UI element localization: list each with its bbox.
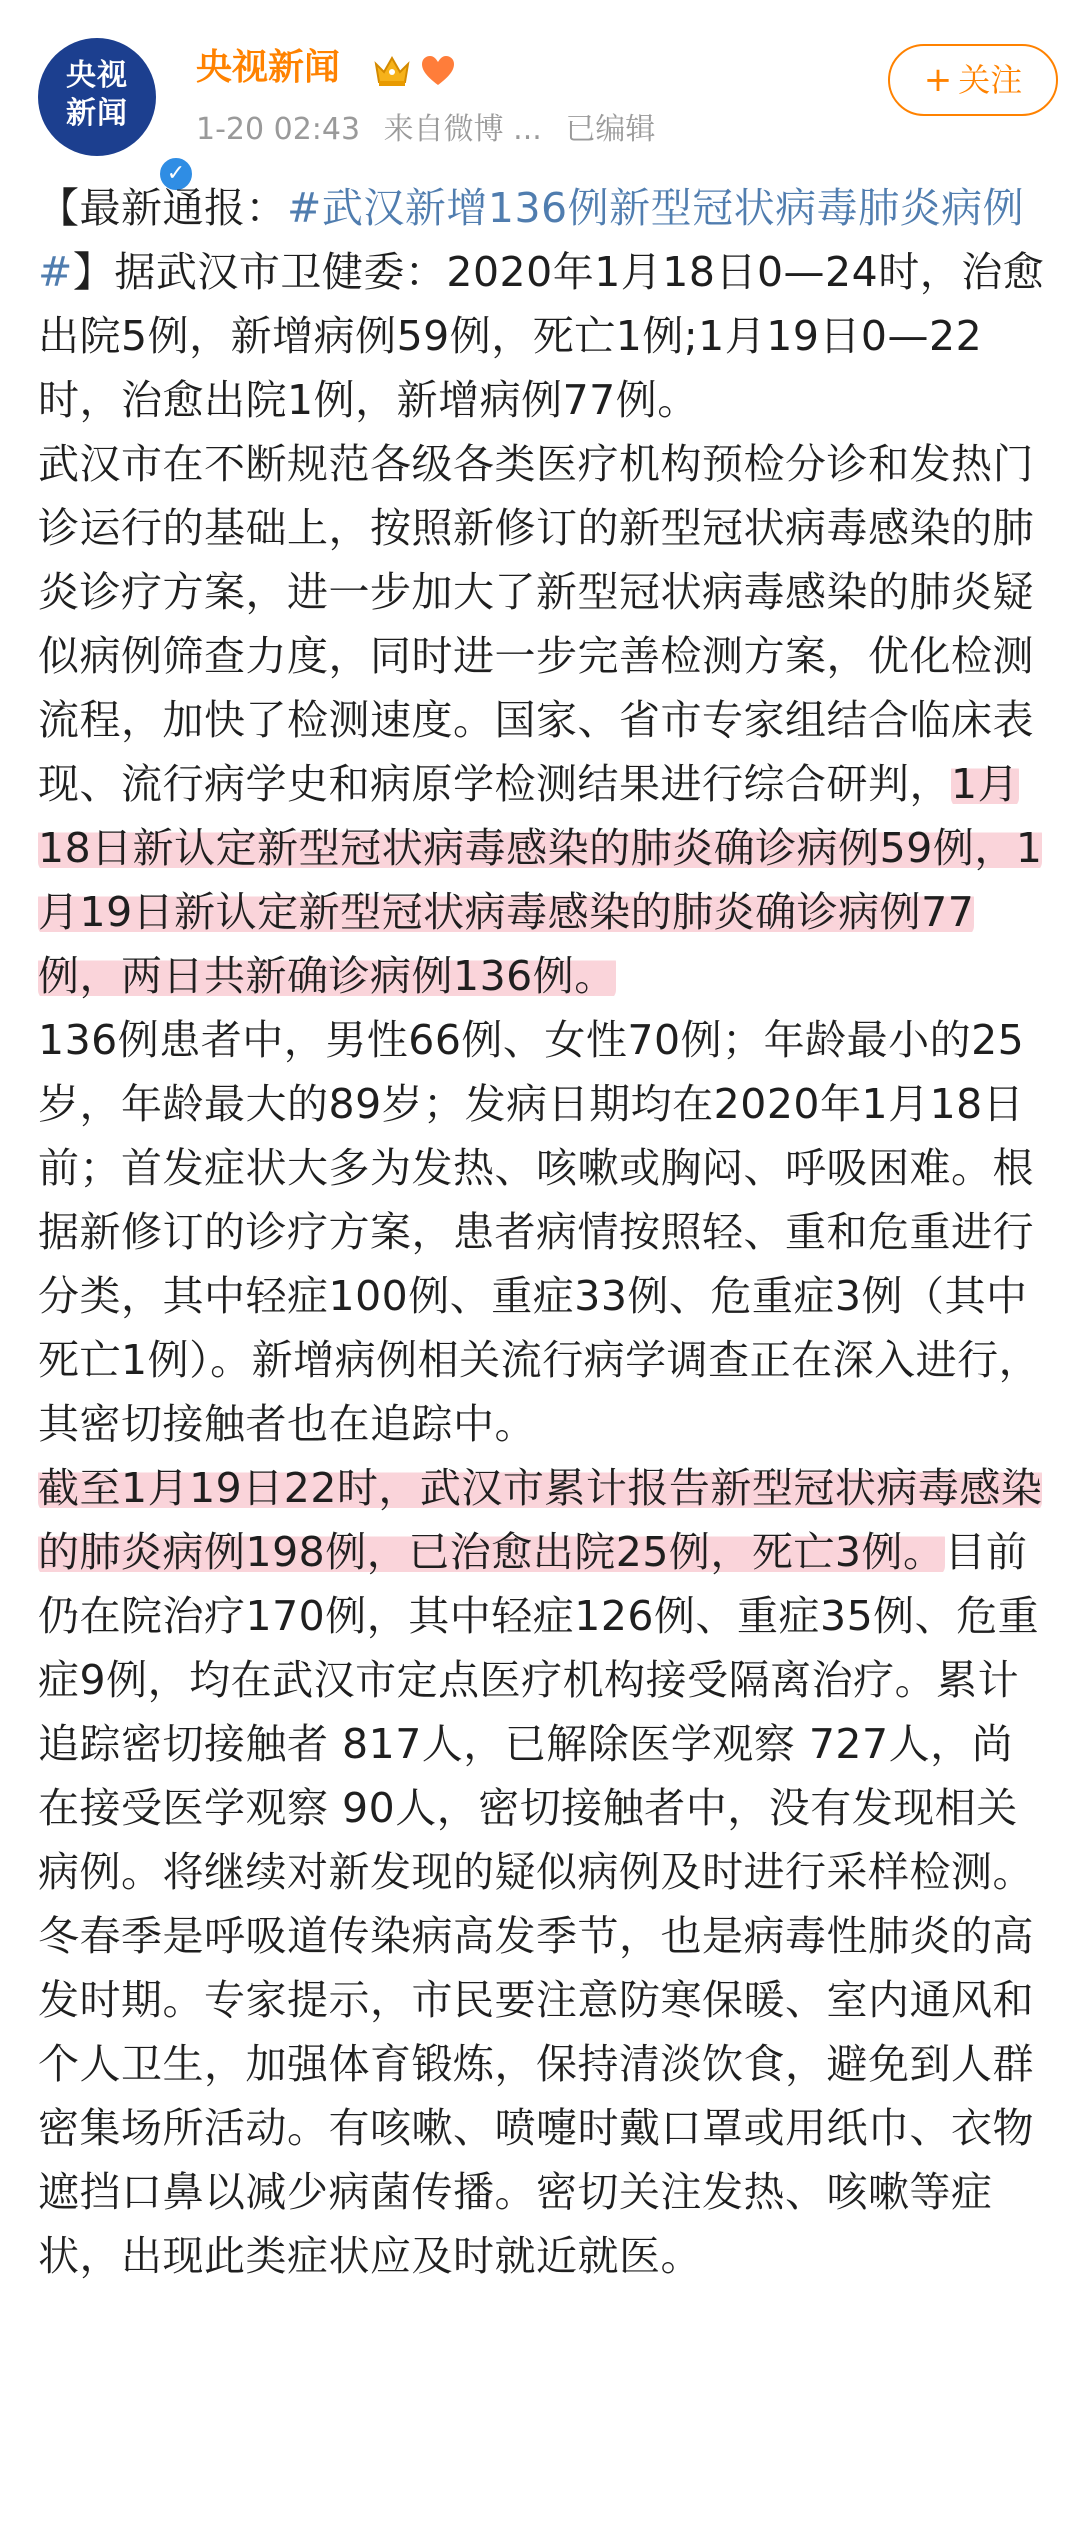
- verified-icon: ✓: [156, 154, 196, 194]
- post-text: 【最新通报：: [38, 184, 287, 232]
- post-text: 目前仍在院治疗170例，其中轻症126例、重症35例、危重症9例，均在武汉市定点医疗机构接受隔离治疗。累计追踪密切接触者 817人，已解除医学观察 727人，尚在接受医学观察 90人，密切接触者中，没有发现相关病例。将继续对新发现的疑似病例及时进行采样检测。: [38, 1528, 1040, 1896]
- follow-button[interactable]: [888, 44, 1058, 116]
- post-paragraph: [38, 176, 1048, 432]
- post-text: 】据武汉市卫健委：2020年1月18日0—24时，治愈出院5例，新增病例59例，死亡1例;1月19日0—22时，治愈出院1例，新增病例77例。: [38, 248, 1045, 424]
- post-body: [38, 176, 1048, 2288]
- post-meta: [196, 110, 669, 150]
- highlighted-text: 1月18日新认定新型冠状病毒感染的肺炎确诊病例59例，1月19日新认定新型冠状病毒感染的肺炎确诊病例77例，两日共新确诊病例136例。: [38, 760, 1043, 1000]
- post-paragraph: [38, 432, 1048, 1008]
- avatar-text-bottom: 新闻: [66, 96, 128, 131]
- post-header: [0, 0, 1077, 186]
- account-name[interactable]: 央视新闻: [196, 47, 341, 88]
- post-paragraph: [38, 1904, 1048, 2288]
- post-source: 来自微博 ...: [383, 112, 542, 147]
- hashtag-link[interactable]: #武汉新增136例新型冠状病毒肺炎病例#: [38, 184, 1025, 296]
- post-paragraph: [38, 1008, 1048, 1456]
- highlighted-text: 截至1月19日22时，武汉市累计报告新型冠状病毒感染的肺炎病例198例，已治愈出院25例，死亡3例。: [38, 1464, 1043, 1576]
- post-text: 武汉市在不断规范各级各类医疗机构预检分诊和发热门诊运行的基础上，按照新修订的新型冠状病毒感染的肺炎诊疗方案，进一步加大了新型冠状病毒感染的肺炎疑似病例筛查力度，同时进一步完善检测方案，优化检测流程，加快了检测速度。国家、省市专家组结合临床表现、流行病学史和病原学检测结果进行综合研判，: [38, 440, 1034, 808]
- edited-label: 已编辑: [565, 112, 656, 147]
- avatar-text-top: 央视: [66, 58, 128, 93]
- post-text: 冬春季是呼吸道传染病高发季节，也是病毒性肺炎的高发时期。专家提示，市民要注意防寒保暖、室内通风和个人卫生，加强体育锻炼，保持清淡饮食，避免到人群密集场所活动。有咳嗽、喷嚏时戴口罩或用纸巾、衣物遮挡口鼻以减少病菌传播。密切关注发热、咳嗽等症状，出现此类症状应及时就近就医。: [38, 1912, 1034, 2280]
- post-time: 1-20 02:43: [196, 112, 361, 147]
- crown-icon: [372, 52, 412, 88]
- avatar[interactable]: [38, 38, 186, 186]
- post-text: 136例患者中，男性66例、女性70例；年龄最小的25岁，年龄最大的89岁；发病日期均在2020年1月18日前；首发症状大多为发热、咳嗽或胸闷、呼吸困难。根据新修订的诊疗方案，患者病情按照轻、重和危重进行分类，其中轻症100例、重症33例、危重症3例（其中死亡1例）。新增病例相关流行病学调查正在深入进行，其密切接触者也在追踪中。: [38, 1016, 1041, 1448]
- follow-button-label: 关注: [958, 61, 1023, 99]
- plus-icon: +: [923, 60, 953, 100]
- post-paragraph: [38, 1456, 1048, 1904]
- heart-icon: [420, 54, 456, 88]
